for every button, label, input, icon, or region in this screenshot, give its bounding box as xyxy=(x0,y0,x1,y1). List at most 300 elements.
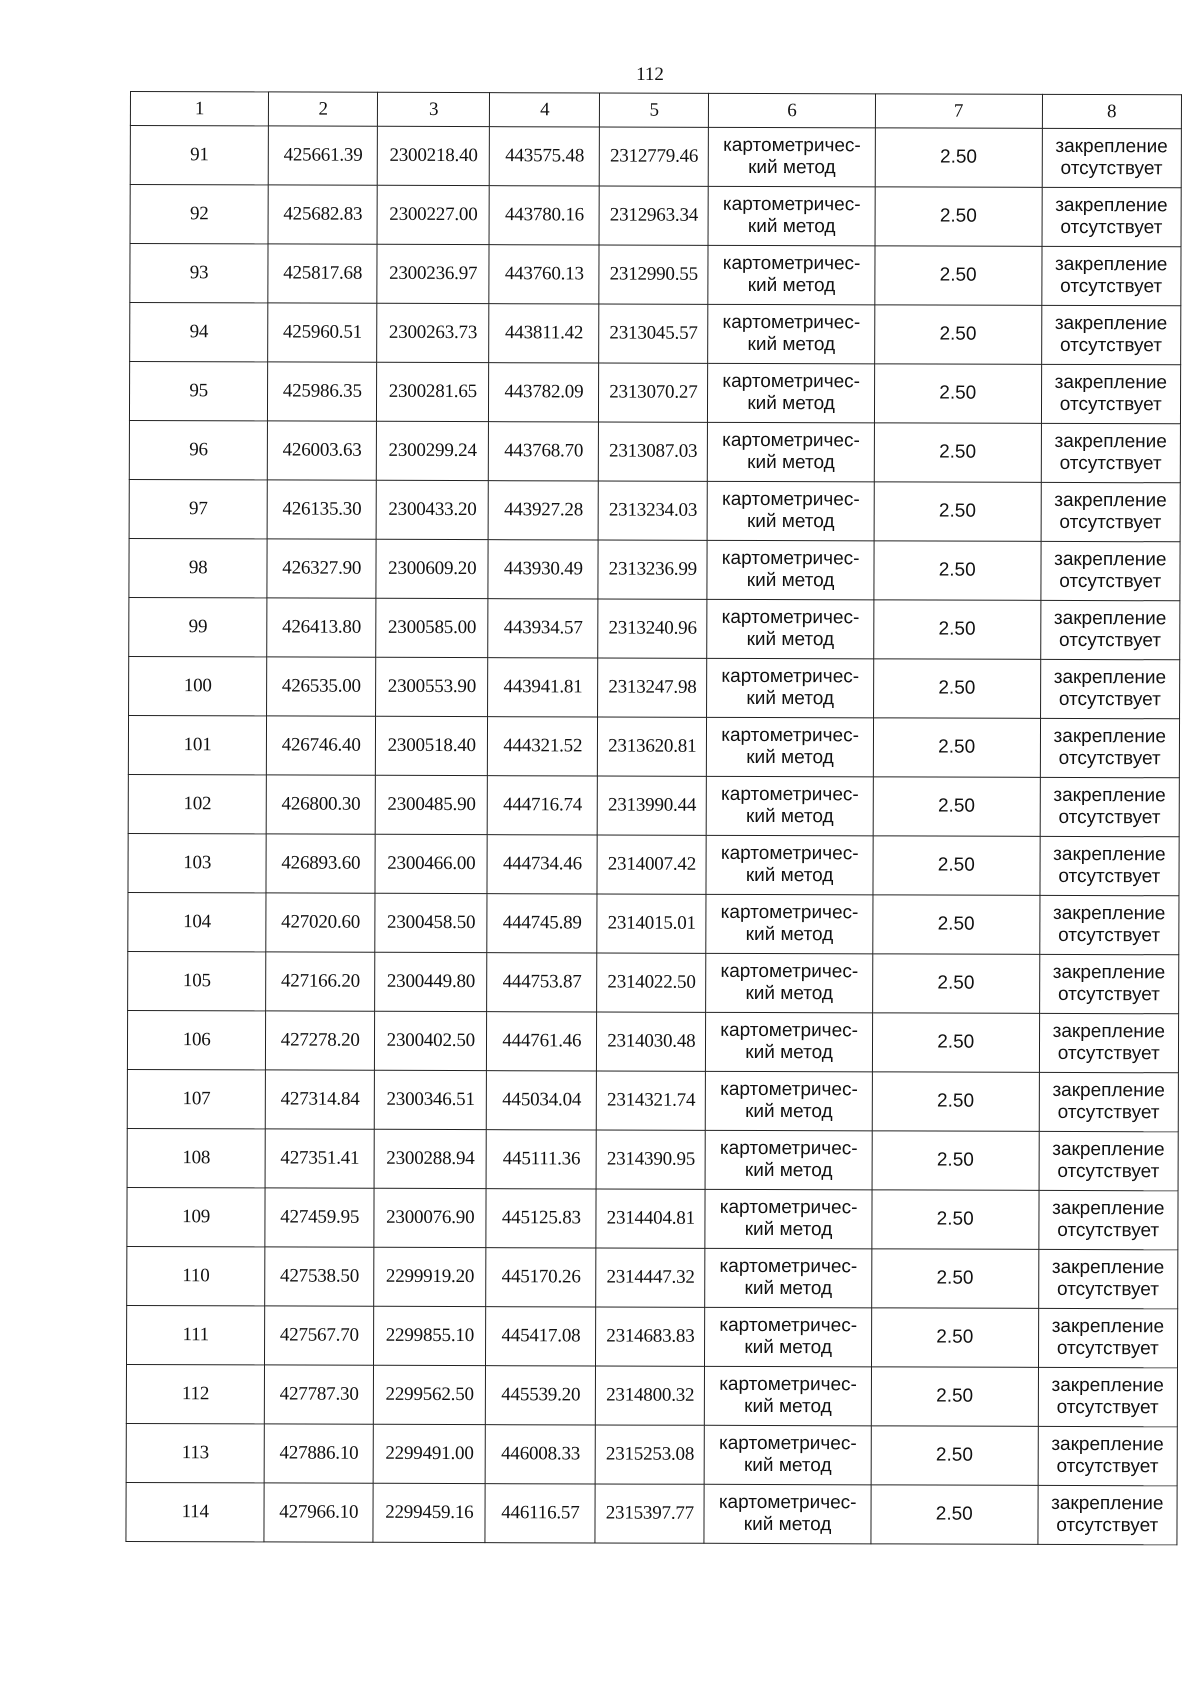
table-row xyxy=(129,479,1180,541)
method-cell xyxy=(706,776,873,836)
coord-y2-cell: 2313234.03 xyxy=(598,481,707,540)
table-row xyxy=(126,1305,1177,1367)
point-number-cell: 99 xyxy=(129,597,267,656)
method-text-line: кий метод xyxy=(747,392,835,415)
method-cell xyxy=(705,1248,872,1308)
method-cell xyxy=(707,481,874,541)
marking-text-line: закрепление xyxy=(1055,135,1168,158)
marking-text-line: закрепление xyxy=(1052,1197,1165,1220)
table-row xyxy=(129,362,1180,424)
column-header-4: 4 xyxy=(490,93,600,127)
method-text-line: картометричес- xyxy=(722,193,861,216)
coord-y1-cell: 2300466.00 xyxy=(375,834,487,893)
marking-text-line: отсутствует xyxy=(1057,1042,1160,1065)
table-row xyxy=(127,1128,1178,1190)
coord-x2-cell: 444734.46 xyxy=(487,835,597,894)
column-header-5: 5 xyxy=(600,93,709,127)
coord-y1-cell: 2299459.16 xyxy=(373,1483,485,1542)
method-cell xyxy=(705,1189,872,1249)
coord-x2-cell: 443934.57 xyxy=(488,599,598,658)
coord-y2-cell: 2314022.50 xyxy=(597,953,706,1012)
method-text-line: кий метод xyxy=(744,1277,833,1300)
method-text-line: картометричес- xyxy=(719,1373,857,1396)
marking-cell xyxy=(1040,541,1180,600)
method-text-line: кий метод xyxy=(745,1100,833,1123)
method-text-line: картометричес- xyxy=(721,547,860,570)
marking-text-line: отсутствует xyxy=(1056,1337,1159,1360)
table-row xyxy=(126,1482,1177,1544)
method-text-line: кий метод xyxy=(746,805,834,828)
coord-x1-cell: 426535.00 xyxy=(267,657,376,716)
method-text-line: кий метод xyxy=(744,1395,832,1418)
marking-text-line: закрепление xyxy=(1055,253,1168,276)
coord-x1-cell: 426746.40 xyxy=(267,716,376,775)
accuracy-cell: 2.50 xyxy=(873,954,1040,1014)
accuracy-cell: 2.50 xyxy=(872,1072,1039,1132)
table-row xyxy=(128,833,1179,895)
coord-y1-cell: 2300485.90 xyxy=(375,775,487,834)
accuracy-cell: 2.50 xyxy=(875,305,1042,365)
coord-y2-cell: 2315253.08 xyxy=(596,1425,705,1484)
point-number-cell: 95 xyxy=(129,362,267,421)
marking-cell xyxy=(1041,482,1181,541)
method-cell xyxy=(704,1425,871,1485)
table-row xyxy=(126,1364,1177,1426)
marking-cell xyxy=(1041,423,1181,482)
point-number-cell: 101 xyxy=(128,715,266,774)
column-header-7: 7 xyxy=(875,94,1042,129)
method-text-line: кий метод xyxy=(748,156,836,179)
method-cell xyxy=(706,1071,873,1131)
coord-y1-cell: 2300076.90 xyxy=(374,1188,486,1247)
marking-text-line: закрепление xyxy=(1054,312,1168,335)
marking-cell xyxy=(1040,600,1180,659)
coord-x2-cell: 444321.52 xyxy=(488,717,598,776)
coord-y2-cell: 2313620.81 xyxy=(598,717,707,776)
coord-x2-cell: 446116.57 xyxy=(485,1484,595,1543)
column-header-3: 3 xyxy=(378,92,490,126)
method-text-line: кий метод xyxy=(744,1218,833,1241)
method-text-line: кий метод xyxy=(745,923,834,946)
coord-x1-cell: 425682.83 xyxy=(268,185,377,244)
coord-x2-cell: 445417.08 xyxy=(486,1307,596,1366)
coord-x1-cell: 427966.10 xyxy=(264,1483,373,1542)
accuracy-cell: 2.50 xyxy=(872,1131,1039,1191)
column-header-8: 8 xyxy=(1042,94,1182,128)
marking-text-line: отсутствует xyxy=(1057,1278,1160,1301)
marking-text-line: отсутствует xyxy=(1056,1396,1159,1419)
marking-text-line: отсутствует xyxy=(1060,216,1163,239)
marking-cell xyxy=(1039,954,1179,1013)
coord-x2-cell: 444716.74 xyxy=(488,776,598,835)
coord-y2-cell: 2314683.83 xyxy=(596,1307,705,1366)
coord-x2-cell: 443768.70 xyxy=(489,422,599,481)
method-text-line: картометричес- xyxy=(720,901,859,924)
coord-y1-cell: 2300553.90 xyxy=(376,657,488,716)
coord-y1-cell: 2299919.20 xyxy=(374,1247,486,1306)
coord-x2-cell: 443760.13 xyxy=(489,245,599,304)
coord-y1-cell: 2300288.94 xyxy=(374,1129,486,1188)
marking-text-line: закрепление xyxy=(1054,430,1167,453)
coord-y2-cell: 2314015.01 xyxy=(597,894,706,953)
table-row xyxy=(126,1423,1177,1485)
coord-x1-cell: 426135.30 xyxy=(267,480,376,539)
coord-y2-cell: 2313247.98 xyxy=(598,658,707,717)
point-number-cell: 114 xyxy=(126,1482,264,1541)
coord-x1-cell: 426800.30 xyxy=(266,775,375,834)
coord-y2-cell: 2314321.74 xyxy=(597,1071,706,1130)
marking-cell xyxy=(1042,128,1182,187)
method-text-line: кий метод xyxy=(747,215,836,238)
table-row xyxy=(129,656,1180,718)
marking-text-line: закрепление xyxy=(1053,784,1166,807)
method-text-line: кий метод xyxy=(743,1454,832,1477)
method-text-line: кий метод xyxy=(747,451,835,474)
method-cell xyxy=(709,127,876,187)
marking-text-line: закрепление xyxy=(1052,1138,1165,1161)
method-text-line: картометричес- xyxy=(718,1432,857,1455)
table-row xyxy=(130,303,1181,365)
table-row xyxy=(127,1069,1178,1131)
coord-y2-cell: 2313070.27 xyxy=(599,363,708,422)
marking-text-line: отсутствует xyxy=(1060,157,1163,180)
column-header-2: 2 xyxy=(269,92,378,126)
method-cell xyxy=(705,1130,872,1190)
marking-text-line: отсутствует xyxy=(1058,806,1161,829)
coord-x2-cell: 443941.81 xyxy=(488,658,598,717)
method-text-line: картометричес- xyxy=(719,1314,858,1337)
point-number-cell: 100 xyxy=(129,656,267,715)
coord-x1-cell: 426413.80 xyxy=(267,598,376,657)
point-number-cell: 96 xyxy=(129,420,267,479)
coord-y1-cell: 2300518.40 xyxy=(376,716,488,775)
marking-cell xyxy=(1039,1013,1179,1072)
accuracy-cell: 2.50 xyxy=(871,1485,1038,1545)
point-number-cell: 102 xyxy=(128,774,266,833)
coord-y1-cell: 2300449.80 xyxy=(375,952,487,1011)
point-number-cell: 107 xyxy=(127,1069,265,1128)
table-row xyxy=(130,126,1181,188)
point-number-cell: 92 xyxy=(130,185,268,244)
marking-text-line: отсутствует xyxy=(1059,511,1162,534)
marking-text-line: отсутствует xyxy=(1058,924,1161,947)
marking-text-line: закрепление xyxy=(1053,843,1166,866)
point-number-cell: 104 xyxy=(128,892,266,951)
accuracy-cell: 2.50 xyxy=(874,423,1041,483)
marking-text-line: отсутствует xyxy=(1060,275,1163,298)
coord-x2-cell: 443782.09 xyxy=(489,363,599,422)
coord-y2-cell: 2313236.99 xyxy=(598,540,707,599)
marking-text-line: отсутствует xyxy=(1059,452,1162,475)
coord-x1-cell: 425817.68 xyxy=(268,244,377,303)
method-text-line: кий метод xyxy=(747,274,836,297)
accuracy-cell: 2.50 xyxy=(874,364,1041,424)
coord-y1-cell: 2300227.00 xyxy=(377,185,489,244)
method-cell xyxy=(704,1484,871,1544)
method-text-line: картометричес- xyxy=(719,1137,858,1160)
accuracy-cell: 2.50 xyxy=(875,187,1042,247)
marking-text-line: отсутствует xyxy=(1058,865,1161,888)
coord-x2-cell: 445111.36 xyxy=(486,1130,596,1189)
method-cell xyxy=(707,717,874,777)
accuracy-cell: 2.50 xyxy=(875,246,1042,306)
method-text-line: картометричес- xyxy=(720,1019,859,1042)
method-text-line: кий метод xyxy=(746,510,835,533)
coord-y2-cell: 2314007.42 xyxy=(597,835,706,894)
column-header-6: 6 xyxy=(709,93,876,128)
marking-cell xyxy=(1039,1131,1179,1190)
coord-x1-cell: 426327.90 xyxy=(267,539,376,598)
point-number-cell: 106 xyxy=(127,1010,265,1069)
marking-cell xyxy=(1039,1072,1179,1131)
marking-cell xyxy=(1038,1367,1178,1426)
accuracy-cell: 2.50 xyxy=(873,659,1040,719)
marking-text-line: закрепление xyxy=(1052,961,1166,984)
method-text-line: кий метод xyxy=(746,687,835,710)
accuracy-cell: 2.50 xyxy=(873,777,1040,837)
coord-y1-cell: 2300458.50 xyxy=(375,893,487,952)
coord-x1-cell: 425661.39 xyxy=(269,126,378,185)
accuracy-cell: 2.50 xyxy=(871,1308,1038,1368)
marking-text-line: закрепление xyxy=(1051,1492,1164,1515)
coord-x1-cell: 427020.60 xyxy=(266,893,375,952)
coord-y2-cell: 2313087.03 xyxy=(599,422,708,481)
coord-x2-cell: 443780.16 xyxy=(489,186,599,245)
point-number-cell: 93 xyxy=(130,244,268,303)
marking-text-line: отсутствует xyxy=(1057,983,1160,1006)
point-number-cell: 91 xyxy=(130,126,268,185)
marking-text-line: отсутствует xyxy=(1059,334,1162,357)
coord-y1-cell: 2300433.20 xyxy=(376,480,488,539)
coord-x1-cell: 427787.30 xyxy=(265,1365,374,1424)
marking-cell xyxy=(1042,187,1182,246)
method-text-line: картометричес- xyxy=(719,1196,858,1219)
coord-y1-cell: 2300263.73 xyxy=(377,303,489,362)
coord-y1-cell: 2300299.24 xyxy=(376,421,488,480)
coord-x2-cell: 445539.20 xyxy=(486,1366,596,1425)
coord-x2-cell: 445034.04 xyxy=(487,1071,597,1130)
coord-y1-cell: 2300281.65 xyxy=(377,362,489,421)
coord-y2-cell: 2312963.34 xyxy=(599,186,708,245)
method-text-line: кий метод xyxy=(744,1336,832,1359)
method-text-line: картометричес- xyxy=(720,842,859,865)
coord-y2-cell: 2314030.48 xyxy=(597,1012,706,1071)
method-cell xyxy=(706,953,873,1013)
marking-text-line: закрепление xyxy=(1051,1374,1164,1397)
table-row xyxy=(127,1187,1178,1249)
method-cell xyxy=(706,835,873,895)
point-number-cell: 103 xyxy=(128,833,266,892)
marking-text-line: закрепление xyxy=(1052,902,1166,925)
coord-x2-cell: 445125.83 xyxy=(486,1189,596,1248)
column-header-1: 1 xyxy=(130,92,268,126)
accuracy-cell: 2.50 xyxy=(874,600,1041,660)
method-cell xyxy=(707,540,874,600)
table-row xyxy=(128,774,1179,836)
accuracy-cell: 2.50 xyxy=(873,718,1040,778)
coord-x2-cell: 443811.42 xyxy=(489,304,599,363)
marking-text-line: отсутствует xyxy=(1057,1101,1160,1124)
method-text-line: кий метод xyxy=(746,746,834,769)
coord-y2-cell: 2314404.81 xyxy=(596,1189,705,1248)
coord-x1-cell: 427567.70 xyxy=(265,1306,374,1365)
coord-x2-cell: 445170.26 xyxy=(486,1248,596,1307)
point-number-cell: 97 xyxy=(129,479,267,538)
point-number-cell: 94 xyxy=(130,303,268,362)
marking-text-line: отсутствует xyxy=(1057,1160,1160,1183)
marking-cell xyxy=(1041,246,1181,305)
method-text-line: картометричес- xyxy=(722,311,861,334)
method-cell xyxy=(708,363,875,423)
method-cell xyxy=(707,599,874,659)
coord-x1-cell: 427166.20 xyxy=(266,952,375,1011)
marking-cell xyxy=(1039,895,1179,954)
marking-text-line: отсутствует xyxy=(1056,1455,1159,1478)
accuracy-cell: 2.50 xyxy=(874,541,1041,601)
coord-x1-cell: 427886.10 xyxy=(264,1424,373,1483)
coord-y2-cell: 2312990.55 xyxy=(599,245,708,304)
coord-x1-cell: 425986.35 xyxy=(268,362,377,421)
marking-text-line: отсутствует xyxy=(1058,747,1161,770)
method-text-line: кий метод xyxy=(745,1041,833,1064)
accuracy-cell: 2.50 xyxy=(871,1426,1038,1486)
coord-x2-cell: 444753.87 xyxy=(487,953,597,1012)
coord-x2-cell: 446008.33 xyxy=(486,1425,596,1484)
coord-x1-cell: 425960.51 xyxy=(268,303,377,362)
coord-y2-cell: 2314447.32 xyxy=(596,1248,705,1307)
coord-y2-cell: 2313045.57 xyxy=(599,304,708,363)
coord-x2-cell: 444761.46 xyxy=(487,1012,597,1071)
marking-text-line: отсутствует xyxy=(1059,629,1162,652)
coord-x1-cell: 427459.95 xyxy=(265,1188,374,1247)
method-text-line: картометричес- xyxy=(722,429,860,452)
coord-x2-cell: 443930.49 xyxy=(488,540,598,599)
marking-text-line: закрепление xyxy=(1053,666,1167,689)
coord-y2-cell: 2313240.96 xyxy=(598,599,707,658)
method-cell xyxy=(707,658,874,718)
method-text-line: картометричес- xyxy=(721,724,859,747)
point-number-cell: 109 xyxy=(127,1187,265,1246)
marking-text-line: закрепление xyxy=(1054,489,1167,512)
table-row xyxy=(129,420,1180,482)
marking-cell xyxy=(1037,1485,1177,1544)
method-text-line: кий метод xyxy=(746,569,835,592)
table-row xyxy=(128,715,1179,777)
table-row xyxy=(128,951,1179,1013)
marking-text-line: закрепление xyxy=(1052,1079,1165,1102)
point-number-cell: 113 xyxy=(126,1423,264,1482)
marking-cell xyxy=(1040,777,1180,836)
marking-text-line: закрепление xyxy=(1051,1256,1165,1279)
marking-text-line: закрепление xyxy=(1054,371,1168,394)
coord-y1-cell: 2300346.51 xyxy=(374,1070,486,1129)
coord-y1-cell: 2299491.00 xyxy=(373,1424,485,1483)
point-number-cell: 112 xyxy=(126,1364,264,1423)
marking-cell xyxy=(1038,1249,1178,1308)
coord-x2-cell: 443575.48 xyxy=(490,127,600,186)
marking-text-line: отсутствует xyxy=(1058,688,1161,711)
coord-x1-cell: 427538.50 xyxy=(265,1247,374,1306)
method-text-line: картометричес- xyxy=(720,960,859,983)
table-row xyxy=(130,185,1181,247)
coord-x2-cell: 443927.28 xyxy=(488,481,598,540)
accuracy-cell: 2.50 xyxy=(875,128,1042,188)
method-text-line: кий метод xyxy=(746,628,835,651)
table-row xyxy=(127,1246,1178,1308)
coord-y1-cell: 2300609.20 xyxy=(376,539,488,598)
point-number-cell: 98 xyxy=(129,538,267,597)
table-header xyxy=(130,92,1181,129)
coord-y2-cell: 2313990.44 xyxy=(598,776,707,835)
method-cell xyxy=(708,186,875,246)
method-text-line: картометричес- xyxy=(723,134,861,157)
coord-x1-cell: 426003.63 xyxy=(268,421,377,480)
header-row xyxy=(130,92,1181,129)
table-row xyxy=(127,1010,1178,1072)
accuracy-cell: 2.50 xyxy=(872,1013,1039,1073)
marking-text-line: закрепление xyxy=(1051,1315,1165,1338)
method-text-line: кий метод xyxy=(745,982,834,1005)
marking-cell xyxy=(1041,364,1181,423)
method-text-line: картометричес- xyxy=(719,1255,858,1278)
method-text-line: кий метод xyxy=(745,864,834,887)
marking-cell xyxy=(1040,718,1180,777)
table-row xyxy=(129,597,1180,659)
method-text-line: картометричес- xyxy=(721,665,860,688)
coord-y2-cell: 2312779.46 xyxy=(600,127,709,186)
accuracy-cell: 2.50 xyxy=(872,1249,1039,1309)
coord-x1-cell: 427351.41 xyxy=(265,1129,374,1188)
method-text-line: картометричес- xyxy=(721,606,860,629)
marking-text-line: отсутствует xyxy=(1059,570,1162,593)
accuracy-cell: 2.50 xyxy=(873,836,1040,896)
method-cell xyxy=(705,1307,872,1367)
marking-cell xyxy=(1038,1426,1178,1485)
coord-y1-cell: 2299562.50 xyxy=(374,1365,486,1424)
method-text-line: картометричес- xyxy=(721,488,860,511)
coord-y1-cell: 2300236.97 xyxy=(377,244,489,303)
coord-y2-cell: 2315397.77 xyxy=(595,1484,704,1543)
table-row xyxy=(129,538,1180,600)
method-cell xyxy=(705,1366,872,1426)
method-text-line: картометричес- xyxy=(722,370,861,393)
table-body xyxy=(126,126,1181,1545)
marking-text-line: закрепление xyxy=(1052,1020,1166,1043)
coord-x1-cell: 426893.60 xyxy=(266,834,375,893)
coord-y1-cell: 2300402.50 xyxy=(375,1011,487,1070)
coord-y1-cell: 2299855.10 xyxy=(374,1306,486,1365)
table-row xyxy=(130,244,1181,306)
coord-x2-cell: 444745.89 xyxy=(487,894,597,953)
marking-text-line: отсутствует xyxy=(1056,1514,1159,1537)
point-number-cell: 110 xyxy=(127,1246,265,1305)
accuracy-cell: 2.50 xyxy=(873,895,1040,955)
coord-y2-cell: 2314390.95 xyxy=(596,1130,705,1189)
accuracy-cell: 2.50 xyxy=(872,1190,1039,1250)
coordinates-table xyxy=(125,91,1182,1545)
method-text-line: картометричес- xyxy=(720,1078,858,1101)
method-text-line: кий метод xyxy=(747,333,836,356)
method-text-line: кий метод xyxy=(744,1159,833,1182)
point-number-cell: 111 xyxy=(126,1305,264,1364)
coord-x1-cell: 427278.20 xyxy=(266,1011,375,1070)
method-cell xyxy=(706,894,873,954)
coord-y1-cell: 2300585.00 xyxy=(376,598,488,657)
method-text-line: картометричес- xyxy=(721,783,859,806)
point-number-cell: 108 xyxy=(127,1128,265,1187)
marking-text-line: отсутствует xyxy=(1057,1219,1160,1242)
marking-text-line: закрепление xyxy=(1054,548,1167,571)
